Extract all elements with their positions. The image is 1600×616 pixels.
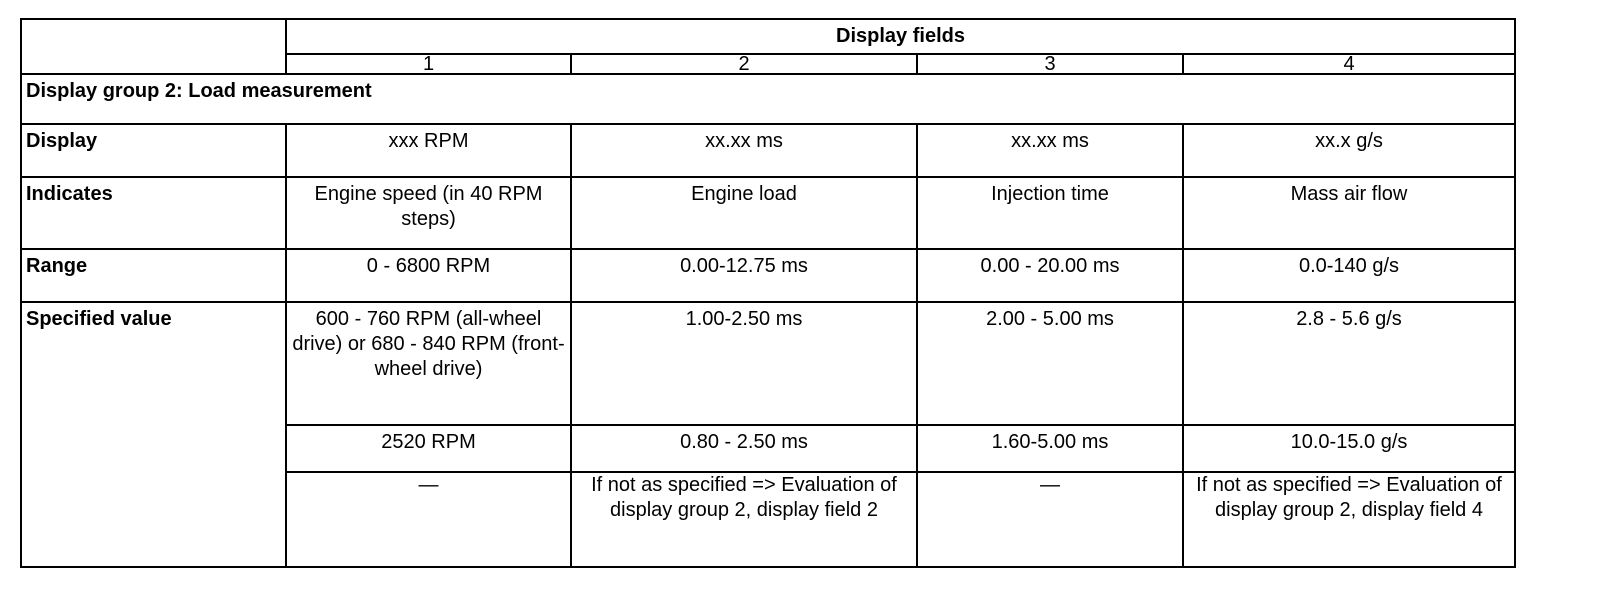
row-label-indicates: Indicates <box>21 177 286 249</box>
table-cell: 0 - 6800 RPM <box>286 249 571 302</box>
table-cell: xx.xx ms <box>917 124 1183 177</box>
column-header-1: 1 <box>286 54 571 74</box>
table-row <box>21 302 1515 425</box>
row-label-display: Display <box>21 124 286 177</box>
table-cell: 0.80 - 2.50 ms <box>571 425 917 472</box>
table-cell: 1.00-2.50 ms <box>571 302 917 425</box>
table-cell: 1.60-5.00 ms <box>917 425 1183 472</box>
table-cell: xx.xx ms <box>571 124 917 177</box>
row-label-range: Range <box>21 249 286 302</box>
table-cell: 10.0-15.0 g/s <box>1183 425 1515 472</box>
table-cell: Injection time <box>917 177 1183 249</box>
table-cell: 2.00 - 5.00 ms <box>917 302 1183 425</box>
table-cell: — <box>286 472 571 567</box>
table-row <box>21 124 1515 177</box>
table-cell: Engine speed (in 40 RPM steps) <box>286 177 571 249</box>
table-cell: 0.00-12.75 ms <box>571 249 917 302</box>
row-label-specified-value: Specified value <box>21 302 286 567</box>
group-title: Display group 2: Load measurement <box>21 74 1515 124</box>
table-cell: Mass air flow <box>1183 177 1515 249</box>
table-cell: xxx RPM <box>286 124 571 177</box>
table-cell: — <box>917 472 1183 567</box>
table-row <box>21 177 1515 249</box>
table-cell: If not as specified => Evaluation of display group 2, display field 2 <box>571 472 917 567</box>
corner-cell <box>21 19 286 54</box>
column-header-2: 2 <box>571 54 917 74</box>
table-cell: 600 - 760 RPM (all-wheel drive) or 680 - 840 RPM (front-wheel drive) <box>286 302 571 425</box>
display-fields-header: Display fields <box>286 19 1515 54</box>
corner-cell-lower <box>21 54 286 74</box>
table-cell: 2.8 - 5.6 g/s <box>1183 302 1515 425</box>
table-cell: If not as specified => Evaluation of display group 2, display field 4 <box>1183 472 1515 567</box>
table-cell: 0.0-140 g/s <box>1183 249 1515 302</box>
table-cell: 2520 RPM <box>286 425 571 472</box>
table-cell: xx.x g/s <box>1183 124 1515 177</box>
display-group-table <box>20 18 1516 568</box>
column-header-3: 3 <box>917 54 1183 74</box>
table-cell: 0.00 - 20.00 ms <box>917 249 1183 302</box>
table-row <box>21 249 1515 302</box>
table-cell: Engine load <box>571 177 917 249</box>
column-header-4: 4 <box>1183 54 1515 74</box>
